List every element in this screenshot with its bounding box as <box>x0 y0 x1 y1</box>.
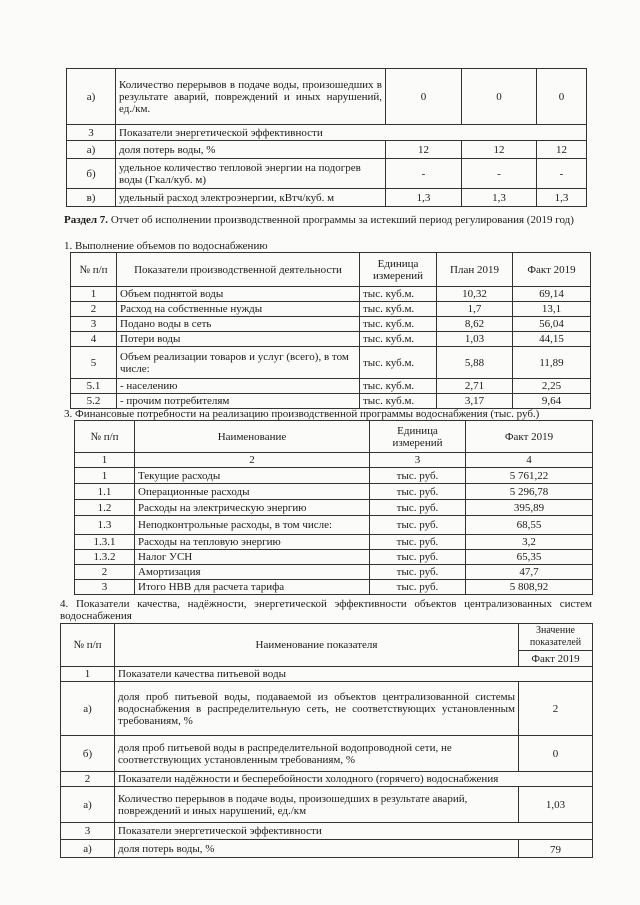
table-row <box>71 379 591 394</box>
row-unit: тыс. куб.м. <box>360 394 437 409</box>
row-unit: тыс. куб.м. <box>360 347 437 379</box>
row-value: - <box>386 159 462 189</box>
row-value: 0 <box>386 69 462 125</box>
section7-bold: Раздел 7. <box>64 214 109 226</box>
row-value: 12 <box>462 141 537 159</box>
table-row <box>71 332 591 347</box>
col-fact-header: Факт 2019 <box>519 651 593 667</box>
index-name: 2 <box>135 453 370 468</box>
row-num: 2 <box>61 772 115 787</box>
row-fact: 47,7 <box>466 565 593 580</box>
quality-table <box>60 623 593 858</box>
row-unit: тыс. куб.м. <box>360 287 437 302</box>
row-num: 1.3 <box>75 516 135 535</box>
row-name: Потери воды <box>117 332 360 347</box>
table-row <box>61 787 593 823</box>
row-name: удельный расход электроэнергии, кВтч/куб. м <box>116 189 386 207</box>
table-row <box>67 69 587 125</box>
row-fact: 56,04 <box>513 317 591 332</box>
row-unit: тыс. куб.м. <box>360 332 437 347</box>
row-name: Неподконтрольные расходы, в том числе: <box>135 516 370 535</box>
row-name: Итого НВВ для расчета тарифа <box>135 580 370 595</box>
row-fact: 3,2 <box>466 535 593 550</box>
row-plan: 1,03 <box>437 332 513 347</box>
table-row <box>75 565 593 580</box>
table-row <box>61 736 593 772</box>
table-row <box>67 141 587 159</box>
row-unit: тыс. куб.м. <box>360 317 437 332</box>
row-value: - <box>537 159 587 189</box>
row-num: а) <box>67 141 116 159</box>
row-fact: 65,35 <box>466 550 593 565</box>
row-name: доля потерь воды, % <box>115 840 519 858</box>
row-value: 0 <box>537 69 587 125</box>
table-row <box>71 302 591 317</box>
row-num: 1 <box>61 667 115 682</box>
col-name-header: Показатели производственной деятельности <box>117 253 360 287</box>
row-num: в) <box>67 189 116 207</box>
table-row <box>75 468 593 484</box>
row-num: а) <box>61 840 115 858</box>
row-num: 3 <box>67 125 116 141</box>
row-num: 1 <box>75 468 135 484</box>
row-name: Объем поднятой воды <box>117 287 360 302</box>
row-name: Расходы на тепловую энергию <box>135 535 370 550</box>
row-fact: 2,25 <box>513 379 591 394</box>
section7-text: Отчет об исполнении производственной программы за истекший период регулирования (2019 год) <box>110 214 574 226</box>
row-plan: 3,17 <box>437 394 513 409</box>
table-row <box>67 125 587 141</box>
col-plan-header: План 2019 <box>437 253 513 287</box>
row-fact: 69,14 <box>513 287 591 302</box>
subsection3-heading: 3. Финансовые потребности на реализацию производственной программы водоснабжения (тыс. руб.) <box>64 408 540 420</box>
row-fact: 13,1 <box>513 302 591 317</box>
table-row <box>71 317 591 332</box>
col-num-header: № п/п <box>61 624 115 667</box>
row-num: б) <box>61 736 115 772</box>
col-fact-header: Факт 2019 <box>513 253 591 287</box>
row-name: Количество перерывов в подаче воды, произошедших в результате аварий, повреждений и иных нарушений, ед./км. <box>116 69 386 125</box>
row-num: 3 <box>75 580 135 595</box>
col-fact-header: Факт 2019 <box>466 421 593 453</box>
row-name: удельное количество тепловой энергии на подогрев воды (Гкал/куб. м) <box>116 159 386 189</box>
row-num: 1.3.2 <box>75 550 135 565</box>
row-unit: тыс. куб.м. <box>360 302 437 317</box>
top-table <box>66 68 587 207</box>
table-row <box>75 484 593 500</box>
row-plan: 1,7 <box>437 302 513 317</box>
row-name: Амортизация <box>135 565 370 580</box>
table-row <box>61 682 593 736</box>
water-supply-table <box>70 252 591 409</box>
table-row <box>61 840 593 858</box>
row-name: Налог УСН <box>135 550 370 565</box>
row-unit: тыс. руб. <box>370 580 466 595</box>
row-name: Показатели энергетической эффективности <box>116 125 587 141</box>
row-num: 4 <box>71 332 117 347</box>
row-value: 1,3 <box>386 189 462 207</box>
col-num-header: № п/п <box>71 253 117 287</box>
row-num: 5.1 <box>71 379 117 394</box>
row-name: Текущие расходы <box>135 468 370 484</box>
table-row <box>71 347 591 379</box>
row-unit: тыс. руб. <box>370 484 466 500</box>
finance-table <box>74 420 593 595</box>
row-name: Объем реализации товаров и услуг (всего), в том числе: <box>117 347 360 379</box>
row-unit: тыс. руб. <box>370 535 466 550</box>
row-name: Показатели надёжности и бесперебойности холодного (горячего) водоснабжения <box>115 772 593 787</box>
row-name: Показатели энергетической эффективности <box>115 823 593 840</box>
col-name-header: Наименование <box>135 421 370 453</box>
row-num: 5 <box>71 347 117 379</box>
table-header-row <box>61 624 593 651</box>
col-num-header: № п/п <box>75 421 135 453</box>
col-unit-header: Единица измерений <box>360 253 437 287</box>
row-name: доля потерь воды, % <box>116 141 386 159</box>
row-num: 1 <box>71 287 117 302</box>
index-fact: 4 <box>466 453 593 468</box>
row-num: б) <box>67 159 116 189</box>
row-plan: 10,32 <box>437 287 513 302</box>
row-name: доля проб питьевой воды, подаваемой из объектов централизованной системы водоснабжения в распределительную сеть, не соответствующих установленным требованиям, % <box>115 682 519 736</box>
section7-heading <box>64 214 594 226</box>
table-row <box>67 189 587 207</box>
row-fact: 0 <box>519 736 593 772</box>
row-name: Показатели качества питьевой воды <box>115 667 593 682</box>
row-unit: тыс. руб. <box>370 500 466 516</box>
row-num: а) <box>67 69 116 125</box>
row-num: а) <box>61 682 115 736</box>
table-row <box>75 535 593 550</box>
row-value: 1,3 <box>537 189 587 207</box>
row-name: Расходы на электрическую энергию <box>135 500 370 516</box>
row-fact: 5 761,22 <box>466 468 593 484</box>
table-index-row <box>75 453 593 468</box>
row-num: а) <box>61 787 115 823</box>
row-num: 1.2 <box>75 500 135 516</box>
col-unit-header: Единица измерений <box>370 421 466 453</box>
table-row <box>75 550 593 565</box>
row-unit: тыс. куб.м. <box>360 379 437 394</box>
row-unit: тыс. руб. <box>370 550 466 565</box>
row-name: Операционные расходы <box>135 484 370 500</box>
row-value: 12 <box>537 141 587 159</box>
table-header-row <box>71 253 591 287</box>
row-value: 1,3 <box>462 189 537 207</box>
row-plan: 2,71 <box>437 379 513 394</box>
row-name: Расход на собственные нужды <box>117 302 360 317</box>
row-value: 12 <box>386 141 462 159</box>
row-unit: тыс. руб. <box>370 516 466 535</box>
row-plan: 5,88 <box>437 347 513 379</box>
row-value: 0 <box>462 69 537 125</box>
row-fact: 2 <box>519 682 593 736</box>
row-num: 2 <box>75 565 135 580</box>
row-value: - <box>462 159 537 189</box>
table-row <box>75 580 593 595</box>
row-num: 1.1 <box>75 484 135 500</box>
row-fact: 9,64 <box>513 394 591 409</box>
row-plan: 8,62 <box>437 317 513 332</box>
index-num: 1 <box>75 453 135 468</box>
row-fact: 1,03 <box>519 787 593 823</box>
table-row <box>75 516 593 535</box>
row-fact: 79 <box>519 840 593 858</box>
table-row <box>71 287 591 302</box>
subsection1-heading: 1. Выполнение объемов по водоснабжению <box>64 240 268 252</box>
row-name: Количество перерывов в подаче воды, произошедших в результате аварий, повреждений и иных нарушений, ед./км <box>115 787 519 823</box>
row-num: 3 <box>61 823 115 840</box>
table-section-row <box>61 667 593 682</box>
table-header-row <box>75 421 593 453</box>
subsection4-heading: 4. Показатели качества, надёжности, энергетической эффективности объектов централизованных систем водоснабжения <box>60 598 592 622</box>
row-name: доля проб питьевой воды в распределительной водопроводной сети, не соответствующих установленным требованиям, % <box>115 736 519 772</box>
row-unit: тыс. руб. <box>370 468 466 484</box>
row-num: 1.3.1 <box>75 535 135 550</box>
row-num: 3 <box>71 317 117 332</box>
row-fact: 44,15 <box>513 332 591 347</box>
row-fact: 68,55 <box>466 516 593 535</box>
row-fact: 11,89 <box>513 347 591 379</box>
table-row <box>71 394 591 409</box>
row-unit: тыс. руб. <box>370 565 466 580</box>
row-name: - населению <box>117 379 360 394</box>
row-num: 2 <box>71 302 117 317</box>
row-name: Подано воды в сеть <box>117 317 360 332</box>
col-name-header: Наименование показателя <box>115 624 519 667</box>
row-fact: 395,89 <box>466 500 593 516</box>
row-fact: 5 808,92 <box>466 580 593 595</box>
index-unit: 3 <box>370 453 466 468</box>
table-section-row <box>61 823 593 840</box>
col-value-header: Значение показателей <box>519 624 593 651</box>
row-num: 5.2 <box>71 394 117 409</box>
row-fact: 5 296,78 <box>466 484 593 500</box>
table-section-row <box>61 772 593 787</box>
row-name: - прочим потребителям <box>117 394 360 409</box>
table-row <box>75 500 593 516</box>
table-row <box>67 159 587 189</box>
